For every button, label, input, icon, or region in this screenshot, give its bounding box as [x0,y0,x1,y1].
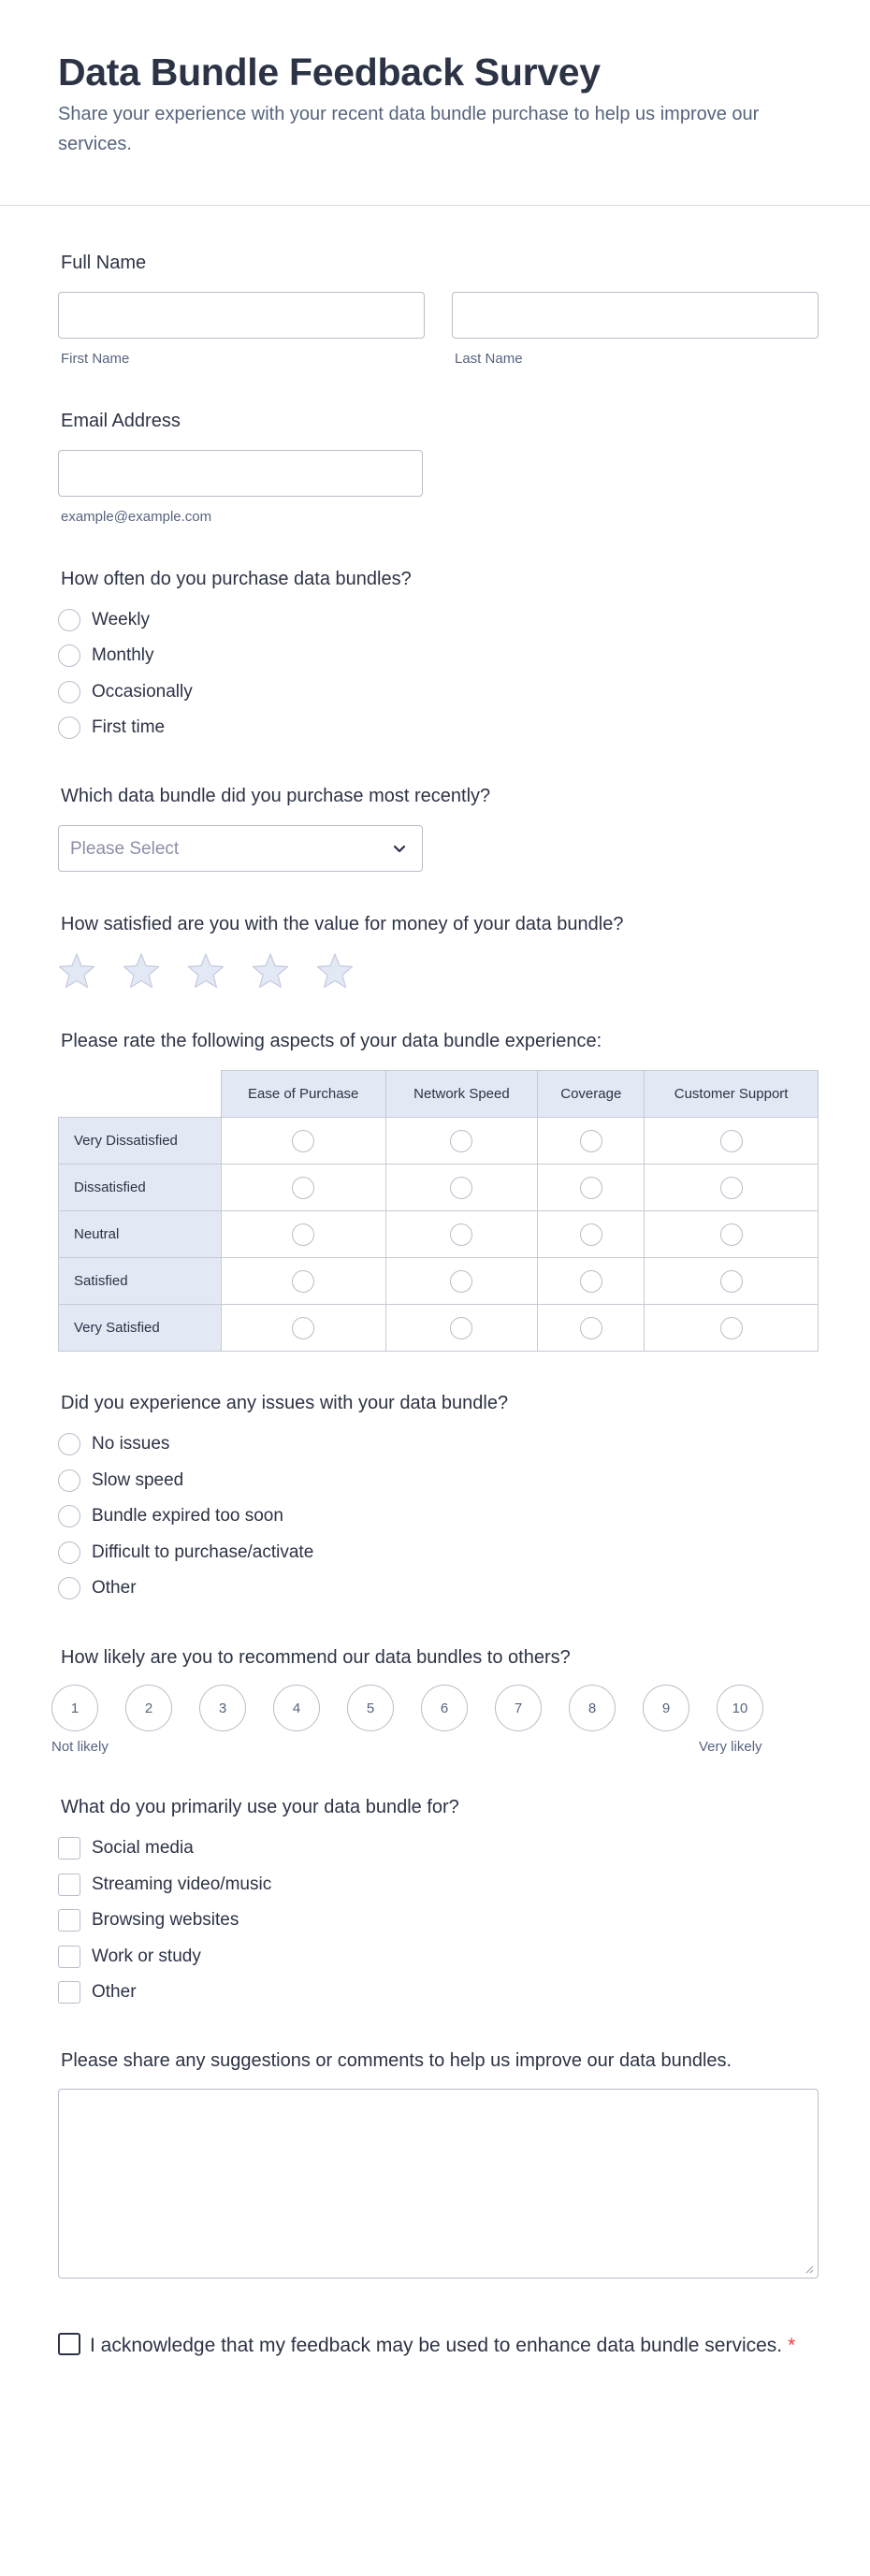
matrix-cell[interactable] [385,1258,538,1305]
radio-button[interactable] [580,1223,602,1246]
acknowledge-checkbox-row[interactable] [58,2332,806,2360]
acknowledge-checkbox[interactable] [58,2333,80,2355]
star-icon[interactable] [187,952,225,990]
scale-option-9[interactable]: 9 [643,1685,689,1731]
scale-option-1[interactable]: 1 [51,1685,98,1731]
bundle-select-value: Please Select [70,839,180,859]
radio-button[interactable] [58,609,80,631]
radio-button[interactable] [580,1130,602,1152]
radio-button[interactable] [720,1317,743,1339]
scale-option-8[interactable]: 8 [569,1685,616,1731]
matrix-cell[interactable] [385,1118,538,1165]
matrix-row [59,1258,819,1305]
matrix-row [59,1305,819,1352]
radio-button[interactable] [292,1177,314,1199]
page-title: Data Bundle Feedback Survey [58,51,601,94]
matrix-column-header: Ease of Purchase [221,1071,385,1118]
star-icon[interactable] [58,952,95,990]
radio-button[interactable] [450,1223,472,1246]
usage-option-work-study[interactable]: Work or study [58,1943,201,1971]
email-label: Email Address [61,411,181,431]
star-icon[interactable] [123,952,160,990]
star-icon[interactable] [316,952,354,990]
radio-button[interactable] [58,1505,80,1527]
issues-option-expired[interactable]: Bundle expired too soon [58,1502,283,1530]
radio-button[interactable] [58,1469,80,1492]
matrix-cell[interactable] [645,1211,819,1258]
star-icon[interactable] [252,952,289,990]
issues-option-no-issues[interactable]: No issues [58,1430,169,1458]
usage-label: What do you primarily use your data bundle for? [61,1797,459,1817]
frequency-option-first-time[interactable]: First time [58,714,165,742]
matrix-column-header: Network Speed [385,1071,538,1118]
rating-matrix [58,1070,819,1352]
scale-option-2[interactable]: 2 [125,1685,172,1731]
bundle-select[interactable] [58,825,423,872]
matrix-row-label: Satisfied [59,1258,222,1305]
last-name-input[interactable] [452,292,819,339]
usage-option-browsing[interactable]: Browsing websites [58,1906,239,1934]
bundle-label: Which data bundle did you purchase most recently? [61,786,491,806]
usage-option-streaming[interactable]: Streaming video/music [58,1871,271,1899]
radio-button[interactable] [292,1317,314,1339]
radio-button[interactable] [292,1223,314,1246]
matrix-row [59,1211,819,1258]
checkbox[interactable] [58,1909,80,1932]
matrix-cell[interactable] [645,1165,819,1211]
matrix-row-label: Dissatisfied [59,1165,222,1211]
radio-button[interactable] [58,1541,80,1564]
email-input[interactable] [58,450,423,497]
radio-button[interactable] [58,1433,80,1455]
scale-option-7[interactable]: 7 [495,1685,542,1731]
matrix-cell[interactable] [221,1211,385,1258]
matrix-corner [59,1071,222,1118]
radio-button[interactable] [580,1270,602,1293]
checkbox[interactable] [58,1981,80,2004]
usage-option-social-media[interactable]: Social media [58,1834,194,1862]
recommend-scale [51,1685,763,1731]
matrix-cell[interactable] [538,1165,645,1211]
radio-button[interactable] [58,1577,80,1599]
frequency-option-monthly[interactable]: Monthly [58,642,154,670]
matrix-cell[interactable] [538,1305,645,1352]
matrix-cell[interactable] [538,1258,645,1305]
issues-label: Did you experience any issues with your data bundle? [61,1393,509,1413]
frequency-label: How often do you purchase data bundles? [61,569,412,589]
radio-button[interactable] [292,1270,314,1293]
checkbox[interactable] [58,1946,80,1968]
issues-option-other[interactable]: Other [58,1574,137,1602]
recommend-label: How likely are you to recommend our data bundles to others? [61,1647,571,1668]
radio-button[interactable] [720,1223,743,1246]
form-header [0,0,870,206]
radio-button[interactable] [450,1270,472,1293]
scale-option-3[interactable]: 3 [199,1685,246,1731]
matrix-cell[interactable] [645,1258,819,1305]
scale-option-4[interactable]: 4 [273,1685,320,1731]
radio-button[interactable] [720,1177,743,1199]
comments-label: Please share any suggestions or comments to help us improve our data bundles. [61,2050,732,2071]
matrix-cell[interactable] [538,1211,645,1258]
issues-option-slow-speed[interactable]: Slow speed [58,1467,183,1495]
resize-handle-icon[interactable] [805,2265,814,2274]
star-rating[interactable] [58,952,381,990]
matrix-cell[interactable] [385,1305,538,1352]
scale-option-10[interactable]: 10 [717,1685,763,1731]
frequency-option-weekly[interactable]: Weekly [58,606,150,634]
radio-button[interactable] [580,1177,602,1199]
matrix-header-row [59,1071,819,1118]
matrix-cell[interactable] [221,1165,385,1211]
radio-button[interactable] [58,681,80,703]
matrix-row-label: Neutral [59,1211,222,1258]
checkbox[interactable] [58,1837,80,1860]
radio-button[interactable] [450,1317,472,1339]
matrix-column-header: Customer Support [645,1071,819,1118]
matrix-column-header: Coverage [538,1071,645,1118]
chevron-down-icon [390,839,409,858]
required-mark: * [788,2335,796,2356]
first-name-input[interactable] [58,292,425,339]
issues-option-difficult[interactable]: Difficult to purchase/activate [58,1539,313,1567]
radio-button[interactable] [580,1317,602,1339]
email-sublabel: example@example.com [61,509,212,525]
matrix-cell[interactable] [385,1165,538,1211]
matrix-row-label: Very Dissatisfied [59,1118,222,1165]
matrix-cell[interactable] [221,1258,385,1305]
radio-button[interactable] [450,1130,472,1152]
matrix-cell[interactable] [645,1118,819,1165]
matrix-label: Please rate the following aspects of your data bundle experience: [61,1031,602,1051]
matrix-cell[interactable] [645,1305,819,1352]
acknowledge-text: I acknowledge that my feedback may be used to enhance data bundle services. [90,2335,783,2356]
scale-option-5[interactable]: 5 [347,1685,394,1731]
radio-button[interactable] [58,716,80,739]
full-name-label: Full Name [61,253,147,273]
radio-button[interactable] [450,1177,472,1199]
usage-option-other[interactable]: Other [58,1978,137,2006]
radio-button[interactable] [720,1270,743,1293]
comments-textarea[interactable] [58,2089,819,2279]
matrix-cell[interactable] [538,1118,645,1165]
frequency-option-occasionally[interactable]: Occasionally [58,678,193,706]
matrix-row-label: Very Satisfied [59,1305,222,1352]
scale-low-label: Not likely [51,1739,109,1755]
matrix-cell[interactable] [221,1305,385,1352]
last-name-sublabel: Last Name [455,351,523,367]
scale-high-label: Very likely [699,1739,762,1755]
radio-button[interactable] [720,1130,743,1152]
radio-button[interactable] [292,1130,314,1152]
matrix-row [59,1165,819,1211]
checkbox[interactable] [58,1874,80,1896]
first-name-sublabel: First Name [61,351,130,367]
matrix-cell[interactable] [221,1118,385,1165]
satisfaction-label: How satisfied are you with the value for money of your data bundle? [61,914,624,934]
radio-button[interactable] [58,644,80,667]
matrix-cell[interactable] [385,1211,538,1258]
matrix-row [59,1118,819,1165]
page-subtitle: Share your experience with your recent data bundle purchase to help us improve our services. [58,104,760,154]
scale-option-6[interactable]: 6 [421,1685,468,1731]
